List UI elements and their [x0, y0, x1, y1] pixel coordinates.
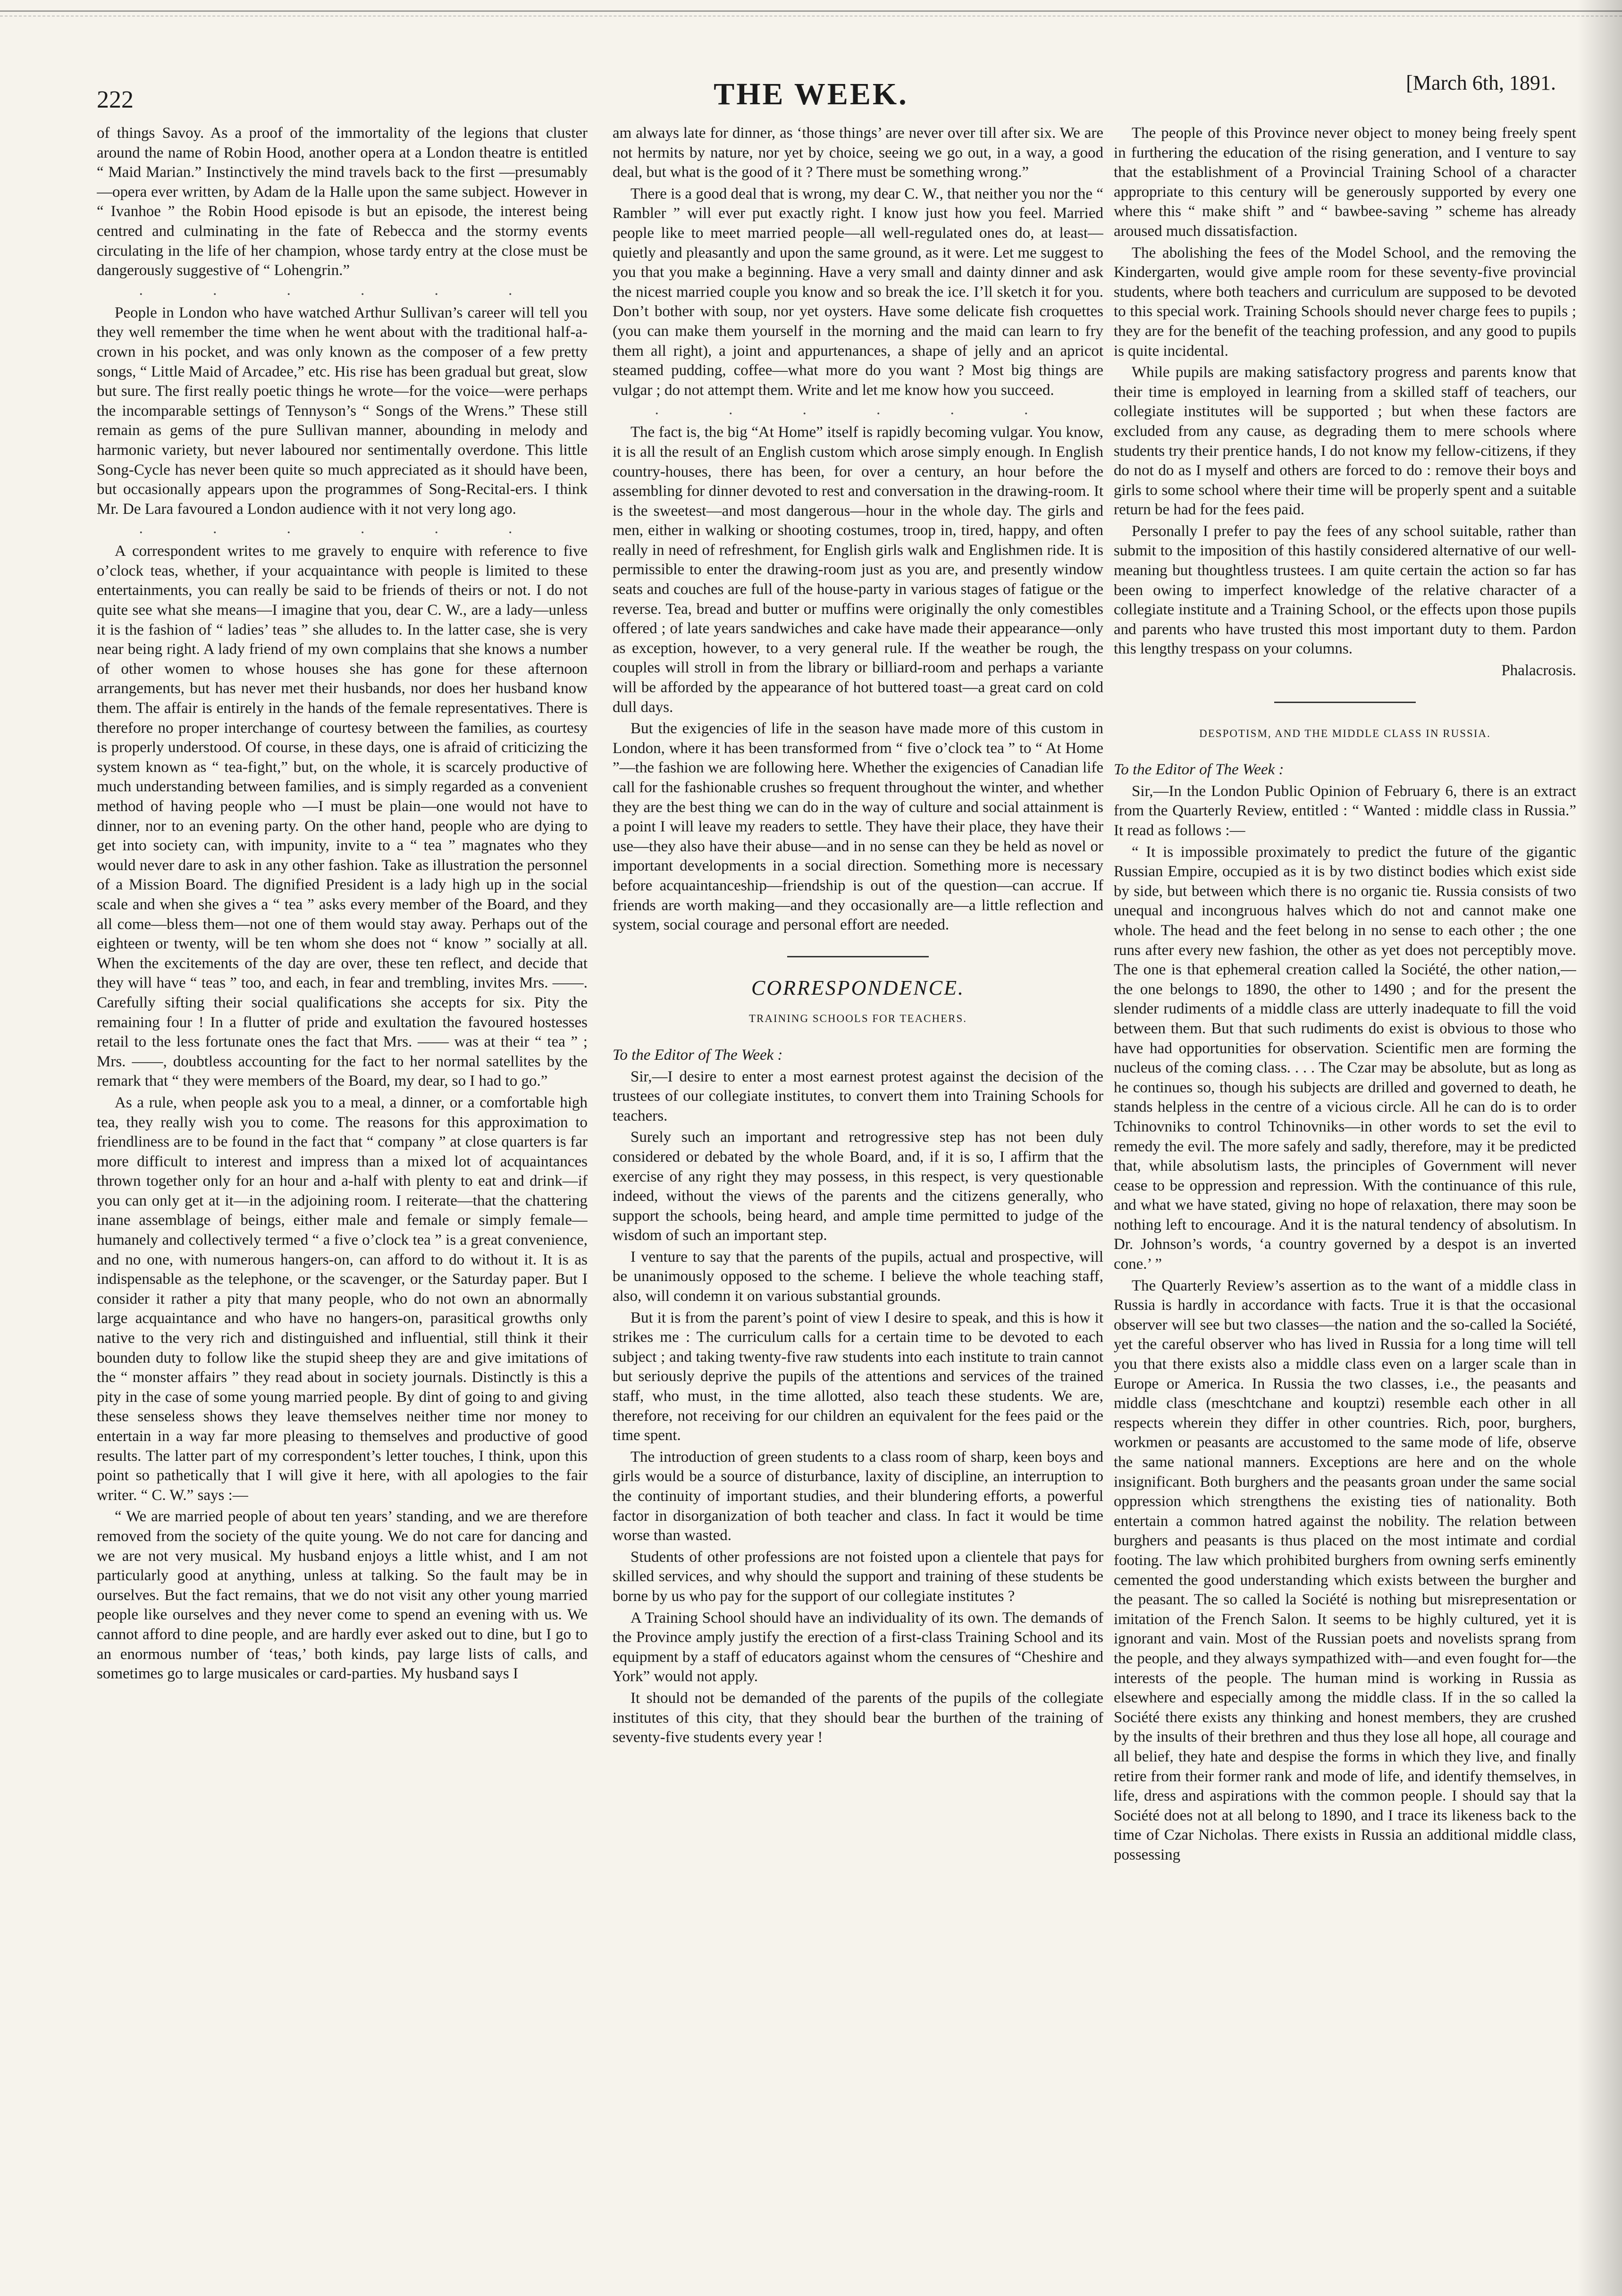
- letter-heading: TRAINING SCHOOLS FOR TEACHERS.: [748, 1013, 967, 1025]
- section-heading-correspondence: CORRESPONDENCE.: [751, 976, 965, 999]
- section-separator: . . . . . .: [655, 401, 1061, 419]
- letter-paragraph: Surely such an important and retrogressive step has not been duly considered or debated by the whole Board, and, if it is so, I affirm that the exercise of any right they may possess, in this respect, is very questionable indeed, without the views of the parents and the citizens generally, who support the schools, being heard, and ample time permitted to judge of the wisdom of such an important step.: [613, 1129, 1103, 1244]
- article-paragraph: am always late for dinner, as ‘those things’ are never over till after six. We are not hermits by nature, nor yet by choice, seeing we go out, in a way, a good deal, but what is the good of it ? There must be something wrong.”: [613, 125, 1103, 181]
- letter-paragraph: The people of this Province never object to money being freely spent in furthering the education of the rising generation, and I venture to say that the establishment of a Provincial Training School of a character appropriate to this century will be generously supported by every one where this “ make shift ” and “ bawbee-saving ” scheme has already aroused much dissatisfaction.: [1114, 125, 1576, 240]
- letter-paragraph: The Quarterly Review’s assertion as to the want of a middle class in Russia is hardly in accordance with facts. True it is that the occasional observer will see but two classes—the nation and the so-called la Société, yet the careful observer who has lived in Russia for a long time will tell you that there exists also a middle class even on a larger scale than in Europe or America. In Russia the two classes, i.e., the peasants and middle class (meschtchane and kouptzi) resemble each other in all respects wherein they differ in other countries. Rich, poor, burghers, workmen or peasants are accustomed to the same mode of life, observe the same national manners. Exceptions are here and on the whole insignificant. Both burghers and the peasants groan under the same social oppression which strengthens the existing ties of nationality. Both entertain a common hatred against the nobility. The relation between burghers and peasants is thus placed on the most intimate and cordial footing. The law which prohibited burghers from owning serfs eminently cemented the good understanding which exists between the burgher and the peasant. The so called la Société is nothing but misrepresentation or imitation of the French Salon. It seems to be highly cultured, yet it is ignorant and vain. Most of the Russian poets and novelists sprang from the people, and they always sympathized with—and even fought for—the interests of the people. The human mind is working in Russia as elsewhere and especially among the middle class. If in the so called la Société there exists any thinking and honest members, they are crushed by the insults of their brethren and thus they lose all hope, all courage and all belief, they hate and despise the forms in which they live, and finally retire from their former rank and mode of life, and identify themselves, in life, dress and aspirations with the common people. I should say that la Société does not at all belong to 1890, and I trace its likeness back to the time of Czar Nicholas. There exists in Russia an additional middle class, possessing: [1114, 1277, 1576, 1863]
- article-paragraph: of things Savoy. As a proof of the immortality of the legions that cluster around the name of Robin Hood, another opera at a London theatre is entitled “ Maid Marian.” Instinctively the mind travels back to the first —presumably—opera ever written, by Adam de la Halle upon the same subject. However in “ Ivanhoe ” the Robin Hood episode is but an episode, the interest being centred and culminating in the fate of Rebecca and the stormy events circulating in the life of her champion, whose tardy entry at the close must be dangerously suggestive of “ Lohengrin.”: [97, 125, 588, 279]
- letter-paragraph: While pupils are making satisfactory progress and parents know that their time is employed in learning from a skilled staff of teachers, our collegiate institutes will be supported ; but when these factors are excluded from any cause, as degrading them to mere schools where students try their prentice hands, I do not know my fellow-citizens, if they do not do as I myself and others are forced to do : remove their boys and girls to some school where their time will be properly spent and a suitable return be had for the fees paid.: [1114, 364, 1576, 519]
- quoted-letter: “ We are married people of about ten years’ standing, and we are therefore removed from the society of the quite young. We do not care for dancing and we are not very musical. My husband enjoys a little whist, and I am not particularly good at anything, unless at talking. So the fault may be in ourselves. But the fact remains, that we do not visit any other young married people like ourselves and they never come to spend an evening with us. We cannot afford to dine people, and are hardly ever asked out to dine, but I go to an enormous number of ‘teas,’ both kinds, pay large lists of calls, and sometimes go to large musicales or card-parties. My husband says I: [97, 1508, 588, 1683]
- page-curl-shadow: [1577, 0, 1622, 2296]
- top-border-rule: [0, 10, 1622, 17]
- section-separator: . . . . . .: [139, 281, 546, 299]
- letter-paragraph: The introduction of green students to a class room of sharp, keen boys and girls would be a source of disturbance, laxity of discipline, an interruption to the continuity of important studies, and their blundering efforts, a powerful factor in disorganization of both teacher and class. In fact it would be time worse than wasted.: [613, 1448, 1103, 1544]
- article-paragraph: As a rule, when people ask you to a meal, a dinner, or a comfortable high tea, they really wish you to come. The reasons for this approximation to friendliness are to be found in the fact that “ company ” at close quarters is far more difficult to interest and impress than a mixed lot of acquaintances thrown together only for an hour and a-half with plenty to eat and drink—if you can only get at it—in the adjoining room. I reiterate—that the chattering inane assemblage of beings, either male and female or simply female—humanely and collectively termed “ a five o’clock tea ” is a great convenience, and no one, with numerous hangers-on, can afford to do without it. It is as indispensable as the telephone, or the scavenger, or the Saturday paper. But I consider it rather a pity that many people, who do not own an abnormally large acquaintance and who have no hangers-on, parasitical growths only native to the very rich and distinguished and influential, still think it their bounden duty to follow like the stupid sheep they are and give imitations of the “ monster affairs ” they read about in society journals. Distinctly is this a pity in the case of some young married people. By dint of going to and giving these senseless shows they leave themselves neither time nor money to entertain in a way far more pleasing to themselves and productive of good results. The latter part of my correspondent’s letter touches, I think, upon this point so pathetically that I will give it here, with all apologies to the fair writer. “ C. W.” says :—: [97, 1094, 588, 1504]
- section-separator: . . . . . .: [139, 520, 546, 537]
- article-paragraph: A correspondent writes to me gravely to enquire with reference to five o’clock teas, whether, if your acquaintance with people is limited to these entertainments, you can really be said to be friends of theirs or not. I do not quite see what she means—I imagine that you, dear C. W., are a lady—unless it is the fashion of “ ladies’ teas ” she alludes to. In the latter case, she is very near being right. A lady friend of my own complains that she knows a number of other women to whose houses she has gone for these afternoon arrangements, but has never met their husbands, nor does her husband know them. The affair is entirely in the hands of the female representatives. There is therefore no proper interchange of courtesy between the families, as courtesy is properly understood. Of course, in these days, one is afraid of criticizing the system known as “ tea-fight,” but, on the whole, it is scarcely productive of much understanding between families, and is simply regarded as a convenient method of having people who —I must be plain—one would not have to dinner, nor to an evening party. On the other hand, people who are dying to get into society can, with impunity, invite to a “ tea ” magnates who they would never dare to ask in any other fashion. Take as illustration the personnel of a Mission Board. The dignified President is a lady high up in the social scale and when she gives a “ tea ” asks every member of the Board, and they all come—bless them—not one of them would stay away. Perhaps out of the eighteen or twenty, will be ten whom she does not “ know ” socially at all. When the excitements of the day are over, these ten reflect, and decide that they will have “ teas ” too, and each, in fear and trembling, invites Mrs. ——. Carefully sifting their social qualifications she accepts for six. Pity the remaining four ! In a flutter of pride and exultation the favoured hostesses retail to the less fortunate ones the fact that Mrs. —— was at their “ tea ” ; Mrs. ——, doubtless accounting for the fact to her normal satellites by the remark that “ they were members of the Board, my dear, so I had to go.”: [97, 543, 588, 1090]
- letter-paragraph: A Training School should have an individuality of its own. The demands of the Province amply justify the erection of a first-class Training School and its equipment by a staff of educators against whom the censures of “Cheshire and York” would not apply.: [613, 1609, 1103, 1685]
- letter-paragraph: Personally I prefer to pay the fees of any school suitable, rather than submit to the imposition of this hastily considered alternative of our well-meaning but thoughtless trustees. I am quite certain the action so far has been owing to imperfect knowledge of the relative character of a collegiate institute and a Training School, or the effects upon those pupils and parents who have trusted this most important duty to them. Pardon this lengthy trespass on your columns.: [1114, 522, 1576, 658]
- divider-rule: [787, 956, 929, 957]
- letter-salutation: To the Editor of The Week :: [613, 1046, 783, 1064]
- letter-paragraph: Students of other professions are not foisted upon a clientele that pays for skilled services, and why should the support and training of these students be borne by us who pay for the support of our collegiate institutes ?: [613, 1548, 1103, 1605]
- letter-paragraph: It should not be demanded of the parents of the pupils of the collegiate institutes of this city, that they should bear the burthen of the training of seventy-five students every year !: [613, 1689, 1103, 1746]
- letter-paragraph: Sir,—In the London Public Opinion of February 6, there is an extract from the Quarterly Review, entitled : “ Wanted : middle class in Russia.” It read as follows :—: [1114, 782, 1576, 839]
- article-paragraph: People in London who have watched Arthur Sullivan’s career will tell you they well remember the time when he went about with the traditional half-a-crown in his pocket, and was only known as the composer of a few pretty songs, “ Little Maid of Arcadee,” etc. His rise has been gradual but great, slow but sure. The first really poetic things he wrote—for the voice—were perhaps the incomparable settings of Tennyson’s “ Songs of the Wrens.” These still remain as gems of the pure Sullivan manner, abounding in melody and harmonic variety, but never laboured nor sentimentally overdone. This little Song-Cycle has never been quite so much appreciated as it should have been, but occasionally appears upon the programmes of Song-Recital-ers. I think Mr. De Lara favoured a London audience with it not very long ago.: [97, 304, 588, 518]
- letter-paragraph: The abolishing the fees of the Model School, and the removing the Kindergarten, would give ample room for these seventy-five provincial students, where both teachers and curriculum are supposed to be devoted to this special work. Training Schools should never charge fees to pupils ; they are for the benefit of the teaching profession, and any good to pupils is quite incidental.: [1114, 244, 1576, 360]
- divider-rule: [1274, 702, 1416, 703]
- column-2: [613, 124, 1103, 2275]
- letter-heading: DESPOTISM, AND THE MIDDLE CLASS IN RUSSIA.: [1199, 727, 1491, 739]
- issue-date: [March 6th, 1891.: [1406, 71, 1556, 94]
- letter-paragraph: Sir,—I desire to enter a most earnest protest against the decision of the trustees of our collegiate institutes, to convert them into Training Schools for teachers.: [613, 1068, 1103, 1124]
- page-number: 222: [97, 86, 134, 113]
- masthead-title: THE WEEK.: [714, 77, 908, 111]
- letter-paragraph: But it is from the parent’s point of view I desire to speak, and this is how it strikes me : The curriculum calls for a certain time to be devoted to each subject ; and taking twenty-five raw students into each institute to train cannot but seriously deprive the pupils of the attentions and services of the trained staff, who must, in the time allotted, also teach these students. We are, therefore, not receiving for our children an equivalent for the fees paid or the time spent.: [613, 1309, 1103, 1444]
- letter-signature: Phalacrosis.: [1501, 662, 1576, 679]
- quoted-passage: “ It is impossible proximately to predict the future of the gigantic Russian Empire, occupied as it is by two distinct bodies which exist side by side, but between which there is no organic tie. Russia consists of two unequal and incongruous halves which do not and cannot make one whole. The head and the feet belong in no sense to each other ; the one runs after every new fashion, the other as yet does not perceptibly move. The one is that ephemeral creation called la Société, the other nation,—the one belongs to 1890, the other to 1490 ; and for the present the slender rudiments of a middle class are utterly inadequate to fill the void between them. But that such rudiments do exist is obvious to those who have had opportunities for observation. Scientific men are forming the nucleus of the coming class. . . . The Czar may be absolute, but as long as he continues so, though his subjects are drilled and governed to death, he stands helpless in the centre of a vicious circle. All he can do is to order Tchinovniks to control Tchinovniks—in other words to set the evil to remedy the evil. The more safely and sadly, therefore, may it be predicted that, while absolutism lasts, the principles of Government will never cease to be oppression and repression. With the continuance of this rule, and what we have stated, giving no hope of relaxation, there may soon be nothing left to encourage. And it is the natural tendency of absolutism. In Dr. Johnson’s words, ‘a country governed by a despot is an inverted cone.’ ”: [1114, 843, 1576, 1273]
- column-1: [97, 124, 588, 2275]
- letter-salutation: To the Editor of The Week :: [1114, 761, 1284, 779]
- column-3: [1114, 124, 1576, 2275]
- letter-paragraph: I venture to say that the parents of the pupils, actual and prospective, will be unanimously opposed to the scheme. I believe the whole teaching staff, also, will condemn it on various substantial grounds.: [613, 1248, 1103, 1305]
- article-paragraph: The fact is, the big “At Home” itself is rapidly becoming vulgar. You know, it is all the result of an English custom which arose simply enough. In English country-houses, there has been, for over a century, an hour before the assembling for dinner devoted to rest and conversation in the drawing-room. It is the sweetest—and most dangerous—hour in the whole day. The girls and men, either in walking or shooting costumes, troop in, tired, happy, and often really in need of refreshment, for English girls walk and Englishmen ride. It is permissible to enter the drawing-room just as you are, and presently window seats and couches are full of the house-party in various stages of fatigue or the reverse. Tea, bread and butter or muffins were originally the only comestibles offered ; of late years sandwiches and cake have made their appearance—only as exception, however, to a very general rule. If the weather be rough, the couples will stroll in from the library or billiard-room and perhaps a variante will be afforded by the appearance of hot buttered toast—a great card on cold dull days.: [613, 424, 1103, 716]
- article-paragraph: But the exigencies of life in the season have made more of this custom in London, where it has been transformed from “ five o’clock tea ” to “ At Home ”—the fashion we are following here. Whether the exigencies of Canadian life call for the fashionable crushes so frequent throughout the winter, and whether they are the best thing we can do in the way of culture and social attainment is a point I will leave my readers to settle. They have their place, they have their use—they also have their abuse—and in no sense can they be held as novel or important developments in a social direction. Something more is necessary before acquaintanceship—friendship is out of the question—can accrue. If friends are worth making—and they occasionally are—a little reflection and system, social courage and personal effort are needed.: [613, 720, 1103, 934]
- article-paragraph: There is a good deal that is wrong, my dear C. W., that neither you nor the “ Rambler ” will ever put exactly right. I know just how you feel. Married people like to meet married people—all well-regulated ones do, at least—quietly and pleasantly and upon the same ground, as it were. Let me suggest to you that you make a beginning. Have a very small and dainty dinner and ask the nicest married couple you know and so break the ice. I’ll sketch it for you. Don’t bother with soup, nor yet oysters. Have some delicate fish croquettes (you can make them yourself in the morning and the maid can learn to fry them all right), a joint and appurtenances, a shape of jelly and an apricot steamed pudding, coffee—what more do you want ? Most big things are vulgar ; do not attempt them. Write and let me know how you succeed.: [613, 185, 1103, 399]
